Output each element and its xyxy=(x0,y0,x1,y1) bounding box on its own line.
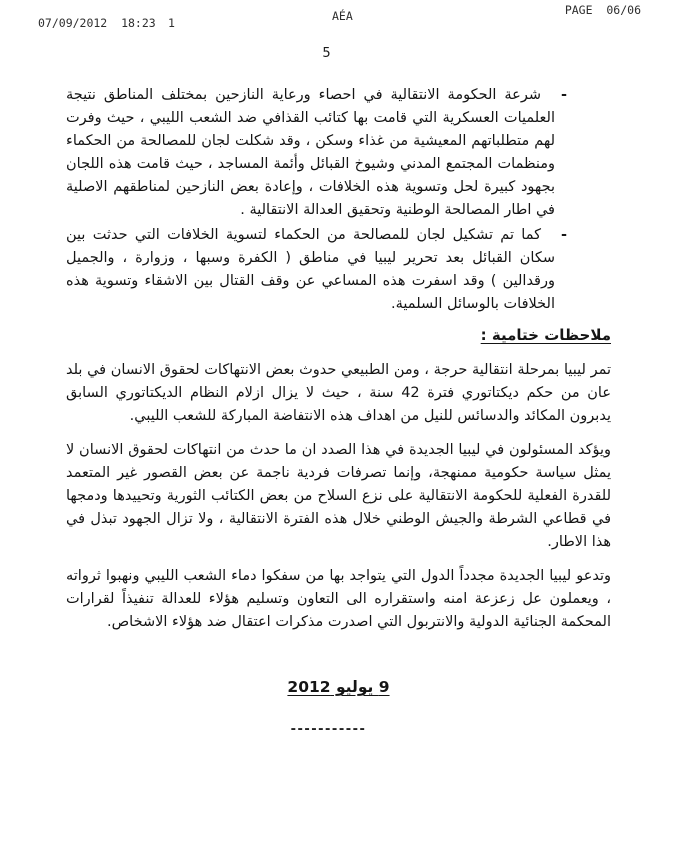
bullet-item-displaced-persons xyxy=(66,84,611,222)
bullet-dash-icon: - xyxy=(560,87,567,103)
fax-transmission-header xyxy=(0,0,677,42)
fax-station-id: 1 xyxy=(168,16,175,30)
fax-datetime: 07/09/2012 18:23 xyxy=(38,16,156,30)
bullet-dash-icon: - xyxy=(560,227,567,243)
bullet-text: كما تم تشكيل لجان للمصالحة من الحكماء لتسوية الخلافات التي حدثت بين سكان القبائل بعد تحرير ليبيا في مناطق ( الكفرة وسبها ، وزوارة ، والجميل ورقدالين ) وقد اسفرت هذه المساعي عن وقف القتال بين الاشقاء وتسوية هذه الخلافات بالوسائل السلمية. xyxy=(66,227,555,312)
document-date: 9 يوليو 2012 xyxy=(287,678,390,696)
page-number: 5 xyxy=(322,46,331,61)
paragraph-call-to-states: وتدعو ليبيا الجديدة مجدداً الدول التي يتواجد بها من سفكوا دماء الشعب الليبي ونهبوا ثرواته ، ويعملون عل زعزعة امنه واستقراره الى التعاون وتسليم هؤلاء للعدالة تنفيذاً لقرارات المحكمة الجنائية الدولية والانتربول التي اصدرت مذكرات اعتقال ضد هؤلاء الاشخاص. xyxy=(66,568,611,630)
closing-remarks-heading: ملاحظات ختامية : xyxy=(480,326,611,344)
paragraph-transitional-phase: تمر ليبيا بمرحلة انتقالية حرجة ، ومن الطبيعي حدوث بعض الانتهاكات لحقوق الانسان في بلد عان من حكم ديكتاتوري فترة 42 سنة ، حيث لا يزال ازلام النظام الديكتاتوري السابق يدبرون المكائد والدسائس للنيل من اهداف هذه الانتفاضة المباركة للشعب الليبي. xyxy=(66,362,612,424)
separator-dashes: ----------- xyxy=(290,722,367,737)
bullet-text: شرعة الحكومة الانتقالية في احصاء ورعاية النازحين بمختلف المناطق نتيجة العلميات العسكرية التي قامت بها كتائب القذافي ضد الشعب الليبي ، حيث وفرت لهم متطلباتهم المعيشية من غذاء وسكن ، وقد شكلت لجان للمصالحة من الحكماء ومنظمات المجتمع المدني وشيوخ القبائل وأئمة المساجد ، حيث قامت هذه اللجان بجهود كبيرة لحل وتسوية هذه الخلافات ، وإعادة بعض النازحين لمناطقهم الاصلية في اطار المصالحة الوطنية وتحقيق العدالة الانتقالية . xyxy=(66,87,555,218)
fax-sender-id: AÉA xyxy=(332,9,353,23)
document-body xyxy=(66,84,611,741)
paragraph-officials-statement: ويؤكد المسئولون في ليبيا الجديدة في هذا الصدد ان ما حدث من انتهاكات لحقوق الانسان لا يمثل سياسة حكومية ممنهجة، وإنما تصرفات فردية ناجمة عن بعض القصور غير المتعمد للقدرة الفعلية للحكومة الانتقالية على نزع السلاح من بعض الكتائب الثورية وتحييدها ودمجها في قطاعي الشرطة والجيش الوطني خلال هذه الفترة الانتقالية ، ولا تزال الجهود تبذل في هذا الاطار. xyxy=(66,442,611,550)
fax-page-label: PAGE 06/06 xyxy=(564,3,641,17)
bullet-item-reconciliation-committees xyxy=(66,224,611,316)
